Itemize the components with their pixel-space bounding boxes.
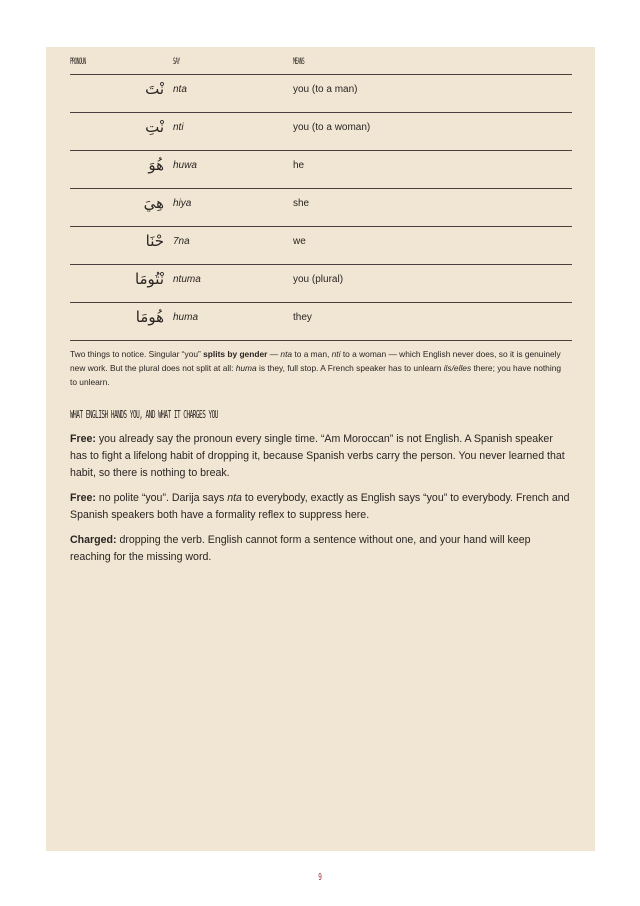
arabic-pronoun: نْتِ xyxy=(145,118,164,136)
note-text: Two things to notice. Singular “you” xyxy=(70,349,204,359)
arabic-pronoun: نْتُومَا xyxy=(134,270,164,288)
pronoun-table xyxy=(70,50,572,341)
arabic-pronoun: هِيَ xyxy=(143,194,164,212)
note-italic: huma xyxy=(235,363,257,373)
section-heading: WHAT ENGLISH HANDS YOU, AND WHAT IT CHARGES YOU xyxy=(70,408,218,421)
note-text: — xyxy=(267,349,281,359)
say-cell: nta xyxy=(173,84,187,95)
table-row xyxy=(70,265,572,303)
paragraph-charged xyxy=(70,532,570,566)
arabic-pronoun: هُومَا xyxy=(135,308,164,326)
note-italic: nta xyxy=(280,349,293,359)
note-italic: ils/elles xyxy=(443,363,472,373)
page-number: 9 xyxy=(318,872,322,883)
note-text: to a woman — which English never does, so it is genuinely new work. But the plural does not split at all: xyxy=(70,349,561,373)
means-cell: he xyxy=(293,160,305,171)
paragraph-text: you already say the pronoun every single time. “Am Moroccan” is not English. A Spanish speaker has to fight a lifelong habit of dropping it, because Spanish verbs carry the person. You never learned that habit, so there is nothing to break. xyxy=(70,433,565,479)
paragraph-italic: nta xyxy=(227,492,242,504)
arabic-pronoun: هُوَ xyxy=(148,156,164,174)
note-text: to a man, xyxy=(292,349,332,359)
paragraph-text: no polite “you”. Darija says xyxy=(95,492,228,504)
note-italic: nti xyxy=(331,349,341,359)
means-cell: she xyxy=(293,198,310,209)
table-note xyxy=(70,347,570,389)
note-text: is they, full stop. A French speaker has to unlearn xyxy=(256,363,444,373)
say-cell: huwa xyxy=(173,160,197,171)
means-cell: you (plural) xyxy=(293,274,344,285)
table-row xyxy=(70,151,572,189)
say-cell: huma xyxy=(173,312,199,323)
say-cell: ntuma xyxy=(173,274,201,285)
table-row xyxy=(70,113,572,151)
paragraph-label: Free: xyxy=(70,492,96,504)
means-cell: you (to a woman) xyxy=(293,122,371,133)
header-pronoun: PRONOUN xyxy=(70,57,86,67)
paragraph-text: dropping the verb. English cannot form a sentence without one, and your hand will keep reaching for the missing word. xyxy=(70,534,531,563)
say-cell: nti xyxy=(173,122,184,133)
table-row xyxy=(70,75,572,113)
paragraph-free-1 xyxy=(70,431,570,482)
table-row xyxy=(70,303,572,341)
note-bold: splits by gender xyxy=(203,349,268,359)
paragraph-free-2 xyxy=(70,490,570,524)
means-cell: you (to a man) xyxy=(293,84,358,95)
paragraph-label: Charged: xyxy=(70,534,117,546)
table-row xyxy=(70,189,572,227)
header-say: SAY xyxy=(173,57,180,67)
means-cell: they xyxy=(293,312,312,323)
table-row xyxy=(70,227,572,265)
table-header xyxy=(70,50,572,75)
say-cell: 7na xyxy=(173,236,190,247)
paragraph-text: to everybody, exactly as English says “you” to everybody. French and Spanish speakers both have a formality reflex to suppress here. xyxy=(70,492,570,521)
arabic-pronoun: حْنَا xyxy=(145,232,164,250)
paragraph-label: Free: xyxy=(70,433,96,445)
say-cell: hiya xyxy=(173,198,192,209)
note-text: there; you have nothing to unlearn. xyxy=(70,363,562,387)
header-means: MEANS xyxy=(293,57,305,67)
means-cell: we xyxy=(293,236,306,247)
arabic-pronoun: نْتَ xyxy=(145,80,164,98)
